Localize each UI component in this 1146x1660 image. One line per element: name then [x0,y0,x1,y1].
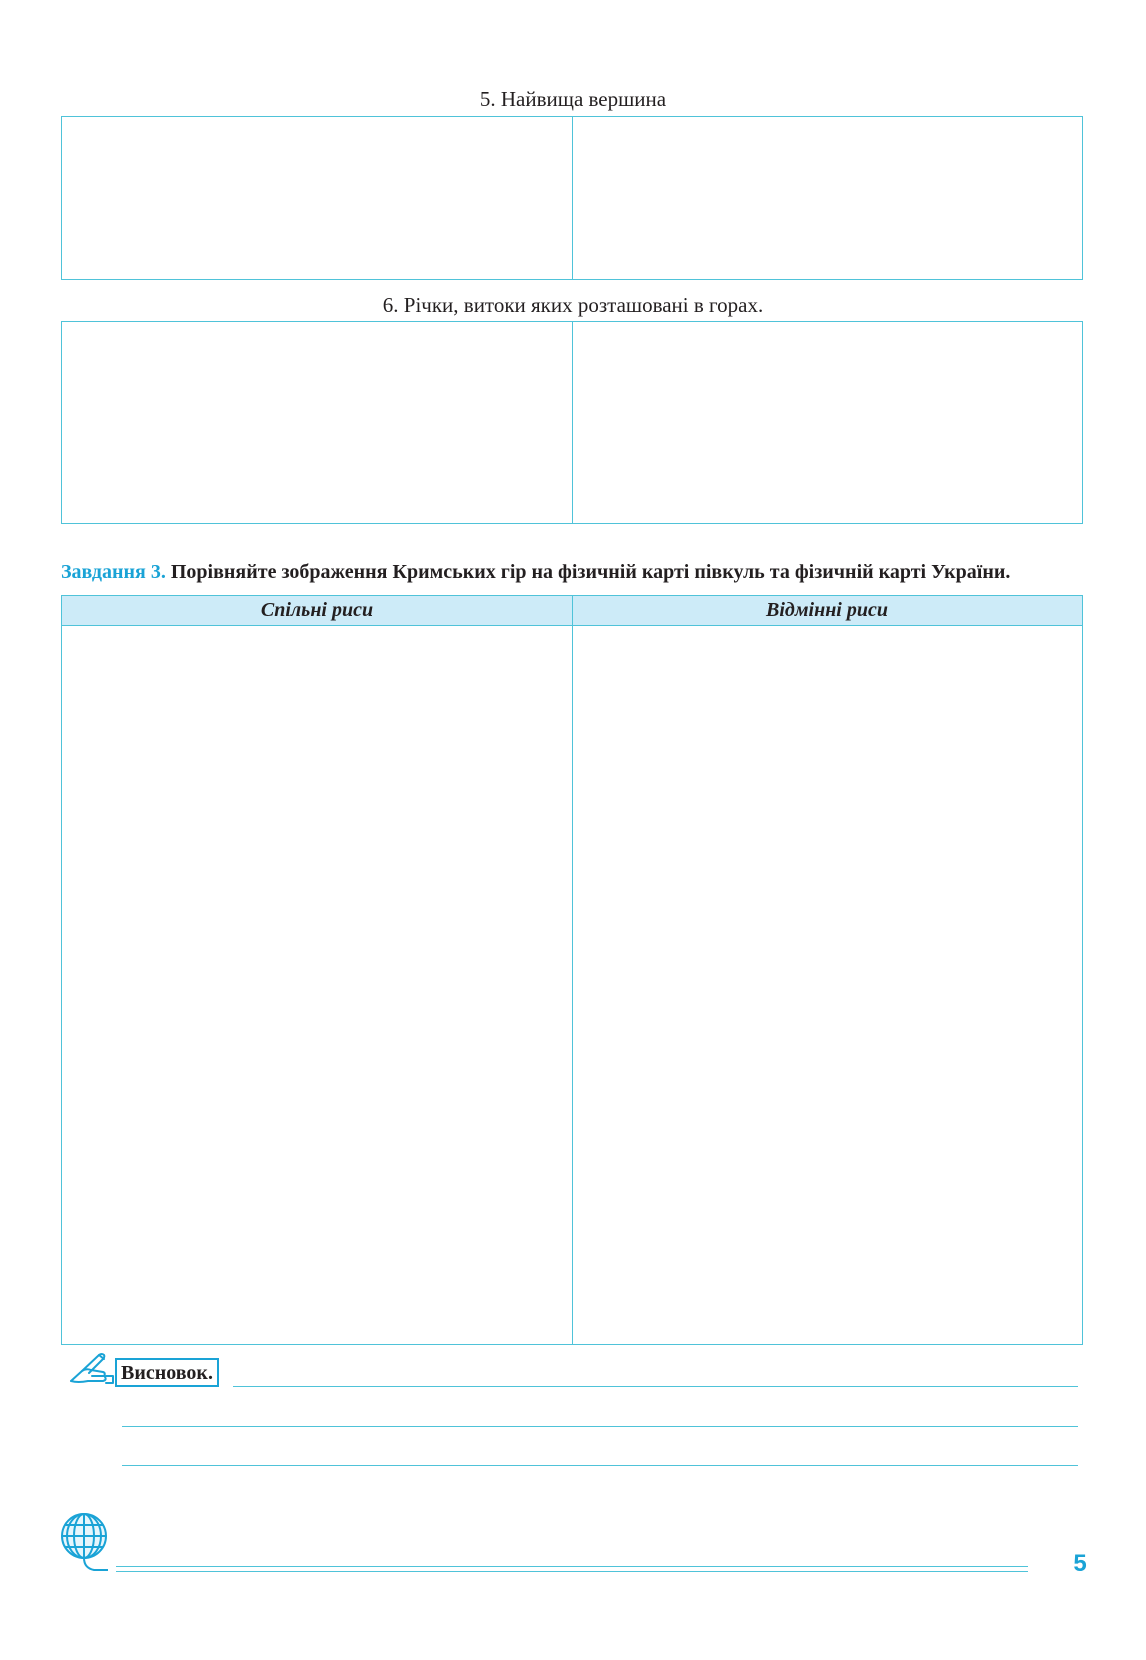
column-header-common: Спільні риси [260,599,374,621]
conclusion-line-1[interactable] [233,1386,1078,1387]
footer-rule-bottom [116,1571,1028,1572]
globe-icon [58,1510,116,1572]
section-5-caption: 5. Найвища вершина [479,87,667,111]
conclusion-line-3[interactable] [122,1465,1078,1466]
column-header-different: Відмінні риси [766,599,888,621]
task-3-text: Порівняйте зображення Кримських гір на фізичній карті півкуль та фізичній карті України. [170,561,1011,583]
page-number: 5 [1073,1550,1087,1577]
section-5-left-cell[interactable] [62,117,572,279]
task-3-number: Завдання 3. [61,561,166,583]
conclusion-line-2[interactable] [122,1426,1078,1427]
section-6-table [61,321,1083,524]
section-5-right-cell[interactable] [572,117,1082,279]
section-5-table [61,116,1083,280]
footer-rule-top [116,1566,1028,1567]
task-3-heading [61,559,1091,585]
section-6-right-cell[interactable] [572,322,1082,523]
different-features-cell[interactable] [572,626,1082,1344]
common-features-cell[interactable] [62,626,572,1344]
pen-hand-icon [68,1352,114,1386]
conclusion-label: Висновок. [115,1358,219,1387]
section-6-left-cell[interactable] [62,322,572,523]
comparison-table [61,595,1083,1345]
section-6-caption: 6. Річки, витоки яких розташовані в горах. [382,293,764,317]
